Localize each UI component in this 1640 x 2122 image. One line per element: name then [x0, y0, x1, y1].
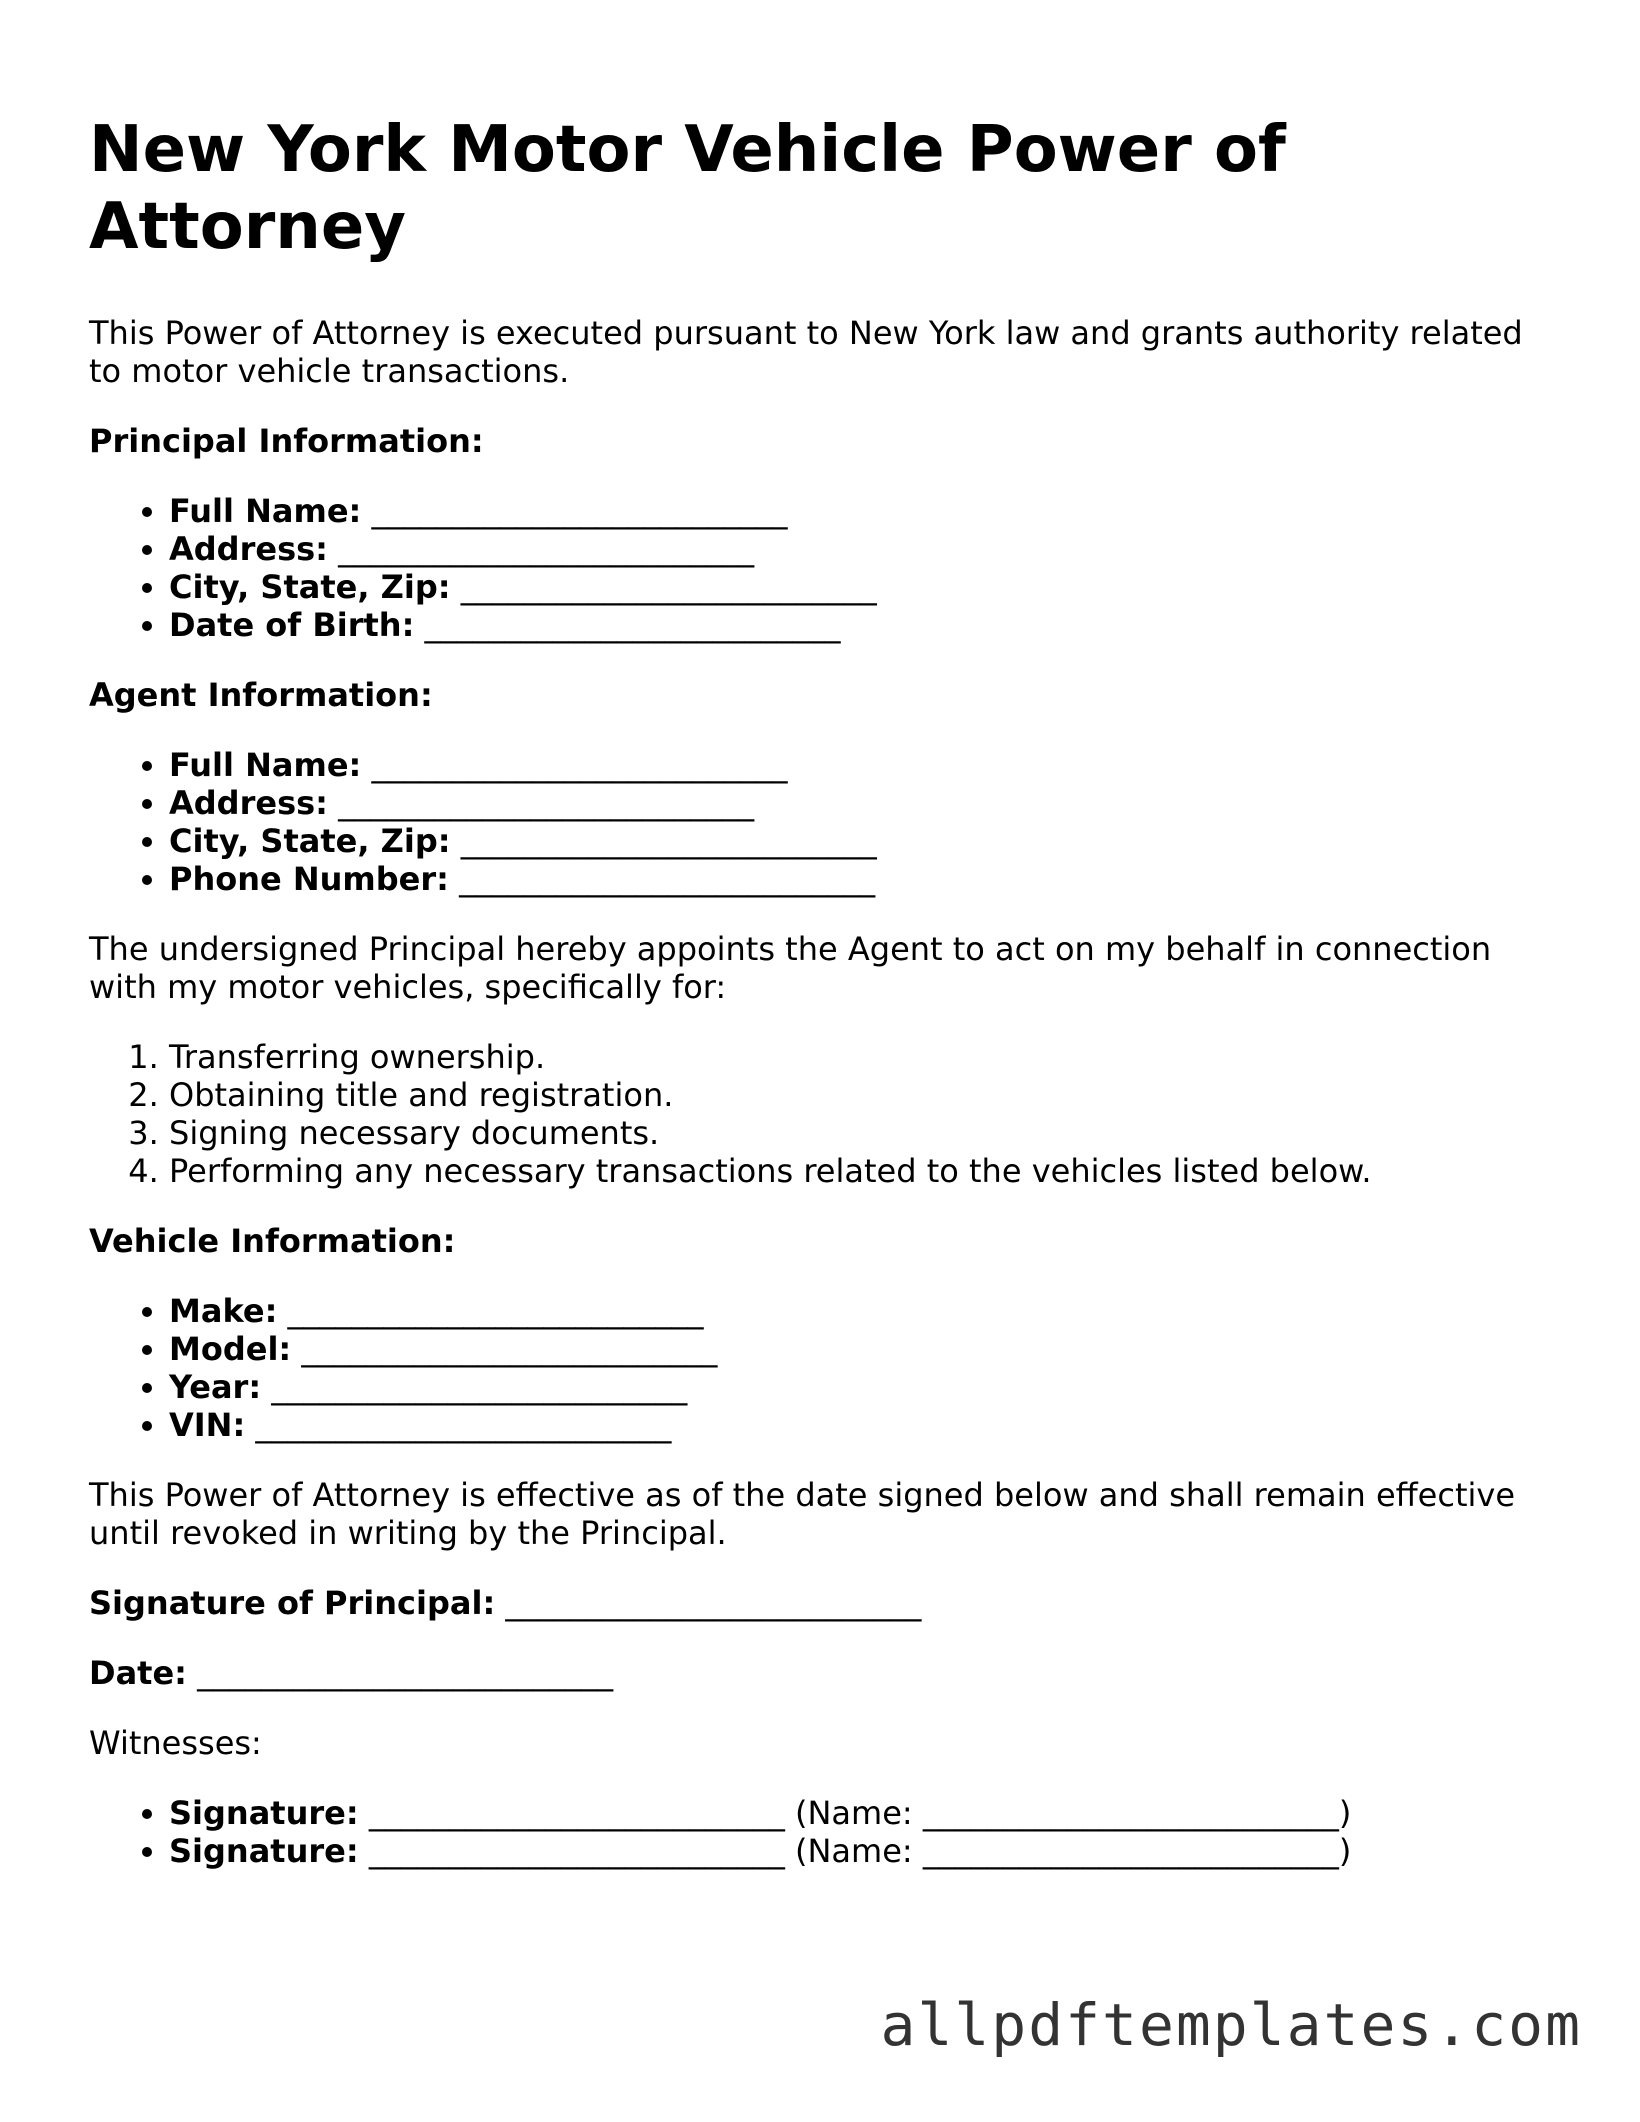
- vehicle-make-field[interactable]: [169, 1292, 1559, 1330]
- effective-paragraph: This Power of Attorney is effective as of the date signed below and shall remain effective until revoked in writing by the Principal.: [89, 1476, 1516, 1552]
- document-page: [89, 112, 1559, 1902]
- principal-full-name-field[interactable]: [169, 492, 1559, 530]
- vehicle-model-field[interactable]: [169, 1330, 1559, 1368]
- field-blank[interactable]: __________________________: [368, 1794, 785, 1832]
- power-item: 2. Obtaining title and registration.: [169, 1076, 1559, 1114]
- field-label: Address:: [169, 530, 328, 568]
- principal-heading: Principal Information:: [89, 422, 484, 460]
- site-watermark: allpdftemplates.com: [880, 1991, 1582, 2059]
- field-label: Phone Number:: [169, 860, 449, 898]
- field-label: Full Name:: [169, 746, 362, 784]
- field-blank[interactable]: __________________________: [197, 1654, 614, 1692]
- field-blank[interactable]: __________________________: [459, 860, 876, 898]
- field-blank[interactable]: __________________________: [424, 606, 841, 644]
- name-suffix: ): [1338, 1794, 1352, 1832]
- field-label: Model:: [169, 1330, 292, 1368]
- field-blank[interactable]: __________________________: [255, 1406, 672, 1444]
- power-item: 1. Transferring ownership.: [169, 1038, 1559, 1076]
- agent-phone-number-field[interactable]: [169, 860, 1559, 898]
- field-label: Make:: [169, 1292, 278, 1330]
- witness-signature-line[interactable]: [169, 1794, 1559, 1832]
- principal-city-state-zip-field[interactable]: [169, 568, 1559, 606]
- field-blank[interactable]: __________________________: [460, 822, 877, 860]
- name-prefix: (Name:: [795, 1794, 923, 1832]
- field-label: Date of Birth:: [169, 606, 415, 644]
- vehicle-year-field[interactable]: [169, 1368, 1559, 1406]
- vehicle-heading: Vehicle Information:: [89, 1222, 456, 1260]
- field-blank[interactable]: __________________________: [505, 1584, 922, 1622]
- principal-date-of-birth-field[interactable]: [169, 606, 1559, 644]
- field-label: Year:: [169, 1368, 262, 1406]
- field-label: Signature:: [169, 1832, 359, 1870]
- intro-paragraph: This Power of Attorney is executed pursuant to New York law and grants authority related to motor vehicle transactions.: [89, 314, 1523, 390]
- vehicle-fields: [89, 1292, 1559, 1444]
- field-blank[interactable]: __________________________: [371, 492, 788, 530]
- name-prefix: (Name:: [795, 1832, 923, 1870]
- name-blank[interactable]: __________________________: [922, 1794, 1339, 1832]
- principal-fields: [89, 492, 1559, 644]
- name-blank[interactable]: __________________________: [922, 1832, 1339, 1870]
- field-blank[interactable]: __________________________: [338, 784, 755, 822]
- date-line[interactable]: [89, 1654, 1559, 1692]
- power-item: 3. Signing necessary documents.: [169, 1114, 1559, 1152]
- field-blank[interactable]: __________________________: [301, 1330, 718, 1368]
- field-label: Signature:: [169, 1794, 359, 1832]
- field-blank[interactable]: __________________________: [338, 530, 755, 568]
- vehicle-vin-field[interactable]: [169, 1406, 1559, 1444]
- agent-full-name-field[interactable]: [169, 746, 1559, 784]
- principal-address-field[interactable]: [169, 530, 1559, 568]
- field-blank[interactable]: __________________________: [287, 1292, 704, 1330]
- agent-city-state-zip-field[interactable]: [169, 822, 1559, 860]
- field-blank[interactable]: __________________________: [460, 568, 877, 606]
- agent-address-field[interactable]: [169, 784, 1559, 822]
- field-label: Date:: [89, 1654, 187, 1692]
- field-label: Signature of Principal:: [89, 1584, 496, 1622]
- field-label: Address:: [169, 784, 328, 822]
- agent-heading: Agent Information:: [89, 676, 433, 714]
- field-label: City, State, Zip:: [169, 822, 451, 860]
- power-item: 4. Performing any necessary transactions related to the vehicles listed below.: [169, 1152, 1559, 1190]
- field-blank[interactable]: __________________________: [371, 746, 788, 784]
- name-suffix: ): [1338, 1832, 1352, 1870]
- witness-list: [89, 1794, 1559, 1870]
- field-blank[interactable]: __________________________: [271, 1368, 688, 1406]
- agent-fields: [89, 746, 1559, 898]
- witness-signature-line[interactable]: [169, 1832, 1559, 1870]
- powers-list: [89, 1038, 1559, 1190]
- field-label: City, State, Zip:: [169, 568, 451, 606]
- principal-signature-line[interactable]: [89, 1584, 1559, 1622]
- appointment-paragraph: The undersigned Principal hereby appoints the Agent to act on my behalf in connection with my motor vehicles, specifically for:: [89, 930, 1492, 1006]
- witnesses-heading: Witnesses:: [89, 1724, 262, 1762]
- document-title: New York Motor Vehicle Power of Attorney: [89, 113, 1286, 264]
- field-label: Full Name:: [169, 492, 362, 530]
- field-label: VIN:: [169, 1406, 246, 1444]
- field-blank[interactable]: __________________________: [368, 1832, 785, 1870]
